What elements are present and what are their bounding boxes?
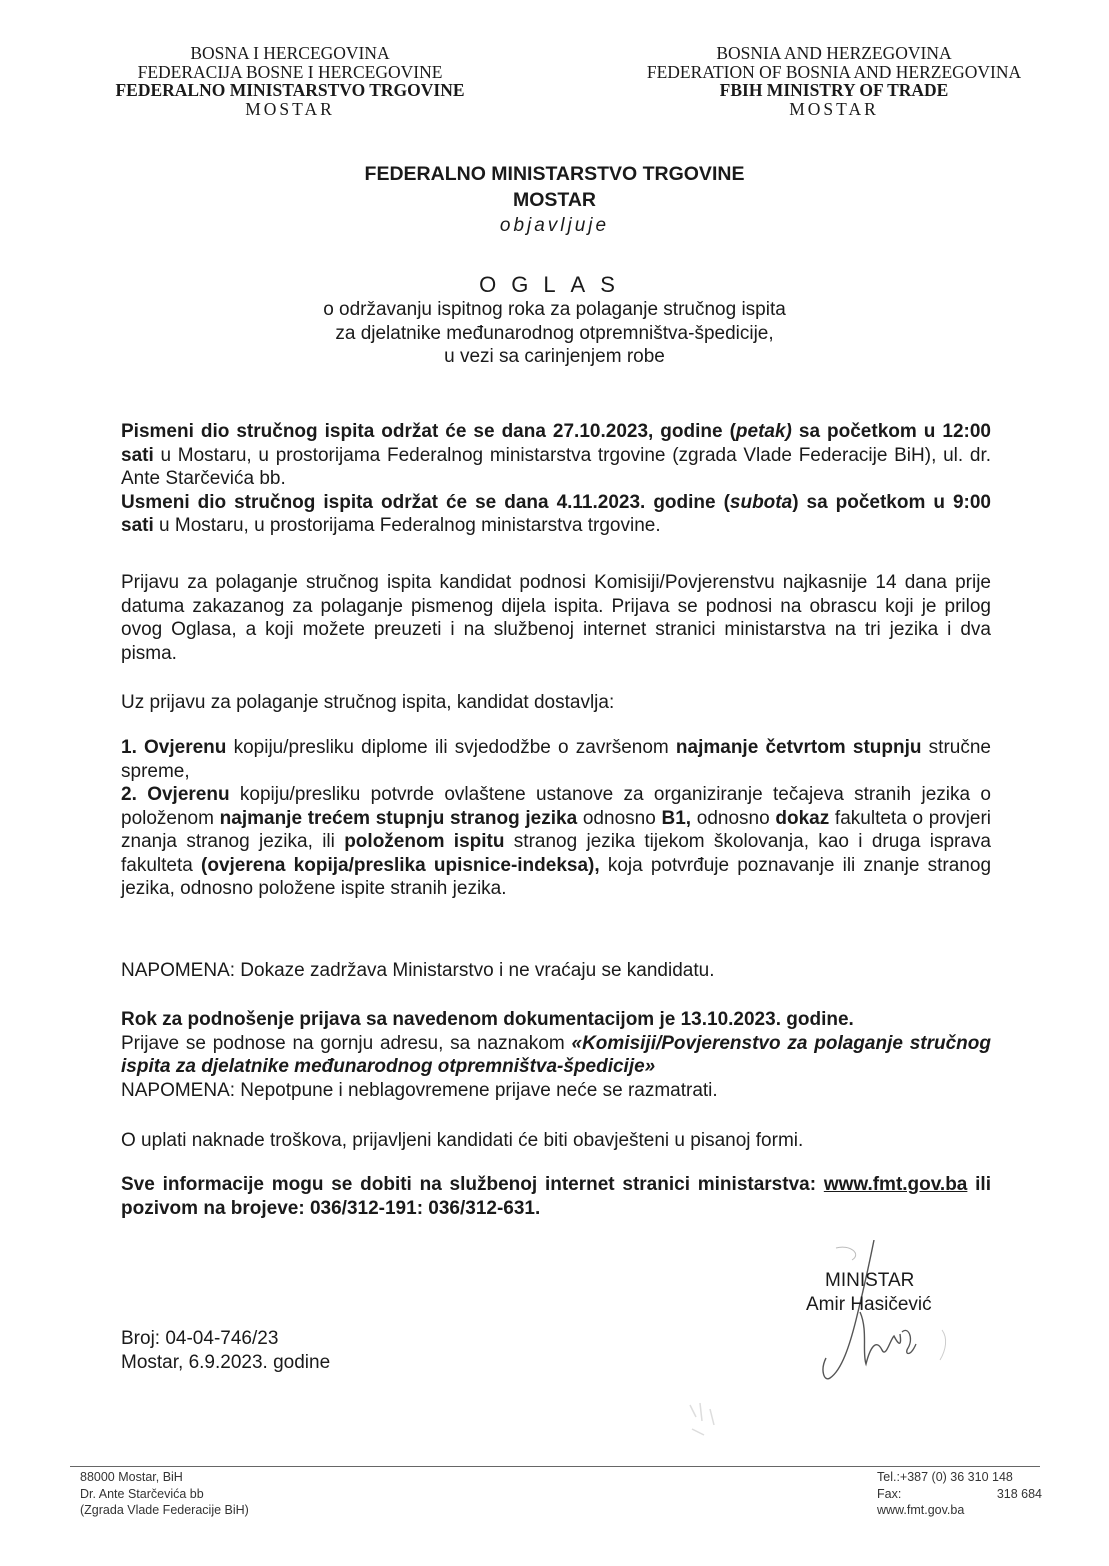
document-item-text: koja potvrđuje poznavanje ili znanje stranog jezika, odnosno položene ispite stranih jezika.	[121, 854, 992, 899]
document-item-emphasis: najmanje trećem stupnju stranog jezika	[219, 807, 578, 829]
written-exam-location: u Mostaru, u prostorijama Federalnog ministarstva trgovine (zgrada Vlade Federacije BiH), ul. dr. Ante Starčevića bb.	[121, 444, 991, 489]
document-item-text: kopiju/presliku diplome ili svjedodžbe o završenom	[226, 737, 676, 758]
list-item	[121, 736, 991, 783]
letterhead-left-ministry: FEDERALNO MINISTARSTVO TRGOVINE	[115, 80, 465, 100]
contact-info-text: Sve informacije mogu se dobiti na službenoj internet stranici ministarstva:	[121, 1174, 824, 1195]
letterhead-right	[630, 44, 1038, 118]
application-paragraph: Prijavu za polaganje stručnog ispita kandidat podnosi Komisiji/Povjerenstvu najkasnije 14 dana prije datuma zakazanog za polaganje pismenog dijela ispita. Prijava se podnosi na obrascu koji je prilog ovog Oglasa, a koji možete preuzeti i na službenoj internet stranici ministarstva na tri jezika i dva pisma.	[121, 572, 991, 664]
document-item-emphasis: položenom ispitu	[344, 831, 505, 852]
notice-subtitle-line: u vezi sa carinjenjem robe	[444, 346, 665, 367]
oral-exam-lead: Usmeni dio stručnog ispita održat će se dana 4.11.2023. godine (	[121, 491, 730, 513]
document-item-text: fakulteta o provjeri znanja stranog jezika, ili	[121, 807, 992, 852]
document-item-text: odnosno	[691, 807, 776, 829]
written-exam-lead: Pismeni dio stručnog ispita održat će se dana 27.10.2023, godine (	[121, 421, 736, 442]
footer-fax-row	[877, 1486, 1042, 1503]
letterhead-right-city: MOSTAR	[789, 98, 879, 119]
documents-list	[121, 736, 991, 901]
notice-subtitle-line: o održavanju ispitnog roka za polaganje stručnog ispita	[323, 299, 786, 320]
footer-website[interactable]: www.fmt.gov.ba	[877, 1503, 965, 1517]
issuer-verb: objavljuje	[499, 215, 610, 236]
document-item-text: odnosno	[577, 807, 662, 829]
submission-instructions	[121, 1032, 991, 1079]
note-incomplete-applications: NAPOMENA: Nepotpune i neblagovremene prijave neće se razmatrati.	[121, 1079, 718, 1101]
submission-text: Prijave se podnose na gornju adresu, sa naznakom	[121, 1032, 572, 1054]
exam-schedule-section	[121, 420, 991, 538]
contact-phone-numbers: ili pozivom na brojeve: 036/312-191: 036/312-631.	[121, 1174, 991, 1219]
faint-stamp-mark	[680, 1395, 740, 1445]
footer-contacts	[877, 1469, 1042, 1519]
footer-phone: Tel.:+387 (0) 36 310 148	[877, 1470, 1013, 1484]
website-link[interactable]: www.fmt.gov.ba	[823, 1174, 968, 1195]
signatory-title: MINISTAR	[825, 1270, 915, 1291]
document-item-text: kopiju/presliku potvrde ovlaštene ustanove za organiziranje tečajeva stranih jezika o položenom	[121, 784, 991, 829]
letterhead-right-federation: FEDERATION OF BOSNIA AND HERZEGOVINA	[646, 61, 1022, 82]
written-exam-paragraph	[121, 420, 991, 491]
document-item-text: stranog jezika tijekom školovanja, kao i druga isprava fakulteta	[121, 831, 991, 876]
footer-divider	[70, 1466, 1040, 1467]
issuer-city: MOSTAR	[512, 189, 597, 211]
footer-address-line: Dr. Ante Starčevića bb	[80, 1486, 204, 1501]
signatory-name: Amir Hasičević	[806, 1294, 932, 1315]
footer-fax-number: 318 684	[996, 1486, 1042, 1501]
issuer-heading	[0, 161, 1109, 213]
payment-paragraph: O uplati naknade troškova, prijavljeni kandidati će biti obavješteni u pisanoj formi.	[121, 1130, 804, 1151]
document-item-number: 2. Ovjerenu	[121, 784, 230, 805]
contact-info-paragraph	[121, 1173, 991, 1220]
document-item-number: 1. Ovjerenu	[121, 737, 227, 758]
oral-exam-location: u Mostaru, u prostorijama Federalnog ministarstva trgovine.	[153, 515, 661, 536]
deadline-section	[121, 1008, 991, 1102]
notice-subtitle-line: za djelatnike međunarodnog otpremništva-špedicije,	[335, 322, 774, 344]
deadline-statement: Rok za podnošenje prijava sa navedenom dokumentacijom je 13.10.2023. godine.	[121, 1009, 854, 1030]
submission-label: «Komisiji/Povjerenstvo za polaganje stručnog ispita za djelatnike međunarodnog otpremništva-špedicije»	[121, 1032, 991, 1077]
letterhead-right-country: BOSNIA AND HERZEGOVINA	[716, 43, 952, 63]
footer-address-line: 88000 Mostar, BiH	[80, 1470, 183, 1484]
letterhead-right-ministry: FBIH MINISTRY OF TRADE	[719, 80, 949, 100]
notice-subtitle	[0, 298, 1109, 369]
written-exam-time: sa početkom u 12:00 sati	[121, 421, 991, 466]
reference-place-date: Mostar, 6.9.2023. godine	[121, 1352, 331, 1373]
letterhead-left-federation: FEDERACIJA BOSNE I HERCEGOVINE	[137, 61, 443, 82]
letterhead-left	[90, 44, 490, 118]
written-exam-day: petak)	[735, 421, 792, 442]
oral-exam-time: ) sa početkom u 9:00 sati	[121, 491, 991, 536]
footer-address-line: (Zgrada Vlade Federacije BiH)	[80, 1503, 249, 1517]
document-item-emphasis: B1,	[661, 807, 692, 829]
footer-fax-label: Fax:	[877, 1486, 902, 1501]
list-item	[121, 783, 991, 901]
document-item-text: stručne spreme,	[121, 737, 991, 782]
footer-address	[80, 1469, 249, 1519]
issuer-name: FEDERALNO MINISTARSTVO TRGOVINE	[364, 163, 745, 185]
reference-number: Broj: 04-04-746/23	[121, 1328, 279, 1349]
documents-intro: Uz prijavu za polaganje stručnog ispita, kandidat dostavlja:	[121, 692, 615, 713]
oral-exam-day: subota	[729, 491, 793, 513]
notice-title: OGLAS	[479, 272, 630, 297]
letterhead-left-country: BOSNA I HERCEGOVINA	[190, 43, 390, 63]
document-item-emphasis: (ovjerena kopija/preslika upisnice-indeksa),	[201, 854, 600, 876]
document-item-emphasis: dokaz	[775, 807, 830, 829]
document-reference	[121, 1327, 330, 1375]
document-item-emphasis: najmanje četvrtom stupnju	[675, 737, 922, 758]
oral-exam-paragraph	[121, 491, 991, 538]
note-documents-retained: NAPOMENA: Dokaze zadržava Ministarstvo i ne vraćaju se kandidatu.	[121, 960, 715, 981]
letterhead-left-city: MOSTAR	[245, 98, 335, 119]
